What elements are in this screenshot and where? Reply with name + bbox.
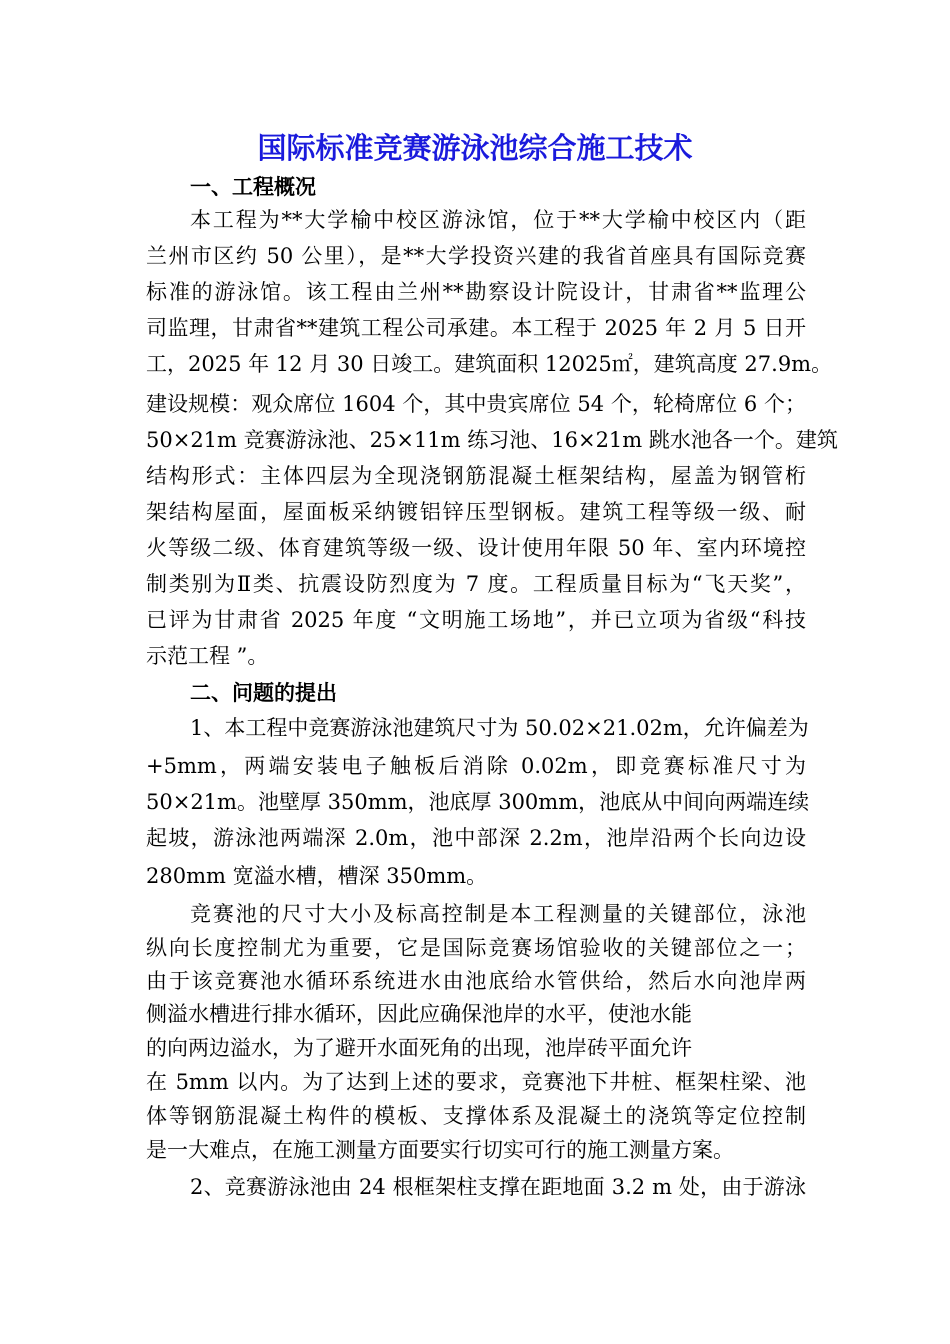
document-title: 国际标准竞赛游泳池综合施工技术 <box>257 131 693 165</box>
paragraph-line: 建设规模：观众席位 1604 个，其中贵宾席位 54 个，轮椅席位 6 个； <box>146 392 806 416</box>
paragraph-line: 2、竞赛游泳池由 24 根框架柱支撑在距地面 3.2 m 处，由于游泳 <box>190 1175 806 1199</box>
paragraph-line: 在 5mm 以内。为了达到上述的要求，竞赛池下井桩、框架柱梁、池 <box>146 1070 806 1094</box>
paragraph-line: 示范工程 ”。 <box>146 644 269 668</box>
paragraph-line: 是一大难点，在施工测量方面要实行切实可行的施工测量方案。 <box>146 1138 734 1162</box>
paragraph-line: 起坡，游泳池两端深 2.0m，池中部深 2.2m，池岸沿两个长向边设 <box>146 826 806 850</box>
paragraph-line: +5mm，两端安装电子触板后消除 0.02m，即竞赛标准尺寸为 <box>146 754 806 778</box>
paragraph-line: 兰州市区约 50 公里），是**大学投资兴建的我省首座具有国际竞赛 <box>146 244 806 268</box>
paragraph-line: 工，2025 年 12 月 30 日竣工。建筑面积 12025㎡，建筑高度 27.9m。 <box>146 352 833 376</box>
paragraph-line: 280mm 宽溢水槽，槽深 350mm。 <box>146 864 488 888</box>
paragraph-line: 结构形式：主体四层为全现浇钢筋混凝土框架结构，屋盖为钢管桁 <box>146 464 806 488</box>
paragraph-line: 架结构屋面，屋面板采纳镀铝锌压型钢板。建筑工程等级一级、耐 <box>146 500 806 524</box>
paragraph-line: 50×21m 竞赛游泳池、25×11m 练习池、16×21m 跳水池各一个。建筑 <box>146 428 838 452</box>
paragraph-line: 由于该竞赛池水循环系统进水由池底给水管供给，然后水向池岸两 <box>146 969 806 993</box>
paragraph-line: 体等钢筋混凝土构件的模板、支撑体系及混凝土的浇筑等定位控制 <box>146 1104 806 1128</box>
paragraph-line: 已评为甘肃省 2025 年度 “文明施工场地”，并已立项为省级“科技 <box>146 608 806 632</box>
paragraph-line: 司监理，甘肃省**建筑工程公司承建。本工程于 2025 年 2 月 5 日开 <box>146 316 806 340</box>
paragraph-line: 本工程为**大学榆中校区游泳馆，位于**大学榆中校区内（距 <box>190 208 806 232</box>
paragraph-line: 竞赛池的尺寸大小及标高控制是本工程测量的关键部位，泳池 <box>190 902 806 926</box>
paragraph-line: 纵向长度控制尤为重要，它是国际竞赛场馆验收的关键部位之一； <box>146 936 806 960</box>
paragraph-line: 侧溢水槽进行排水循环，因此应确保池岸的水平，使池水能 <box>146 1002 692 1026</box>
paragraph-line: 火等级二级、体育建筑等级一级、设计使用年限 50 年、室内环境控 <box>146 536 806 560</box>
section-heading-project-overview: 一、工程概况 <box>190 174 316 199</box>
paragraph-line: 制类别为Ⅱ类、抗震设防烈度为 7 度。工程质量目标为“飞天奖”， <box>146 572 806 596</box>
paragraph-line: 标准的游泳馆。该工程由兰州**勘察设计院设计，甘肃省**监理公 <box>146 280 806 304</box>
paragraph-line: 的向两边溢水，为了避开水面死角的出现，池岸砖平面允许 <box>146 1036 692 1060</box>
paragraph-line: 50×21m。池壁厚 350mm，池底厚 300mm，池底从中间向两端连续 <box>146 790 810 814</box>
paragraph-line: 1、本工程中竞赛游泳池建筑尺寸为 50.02×21.02m，允许偏差为 <box>190 716 809 740</box>
section-heading-problem-statement: 二、问题的提出 <box>190 680 337 705</box>
